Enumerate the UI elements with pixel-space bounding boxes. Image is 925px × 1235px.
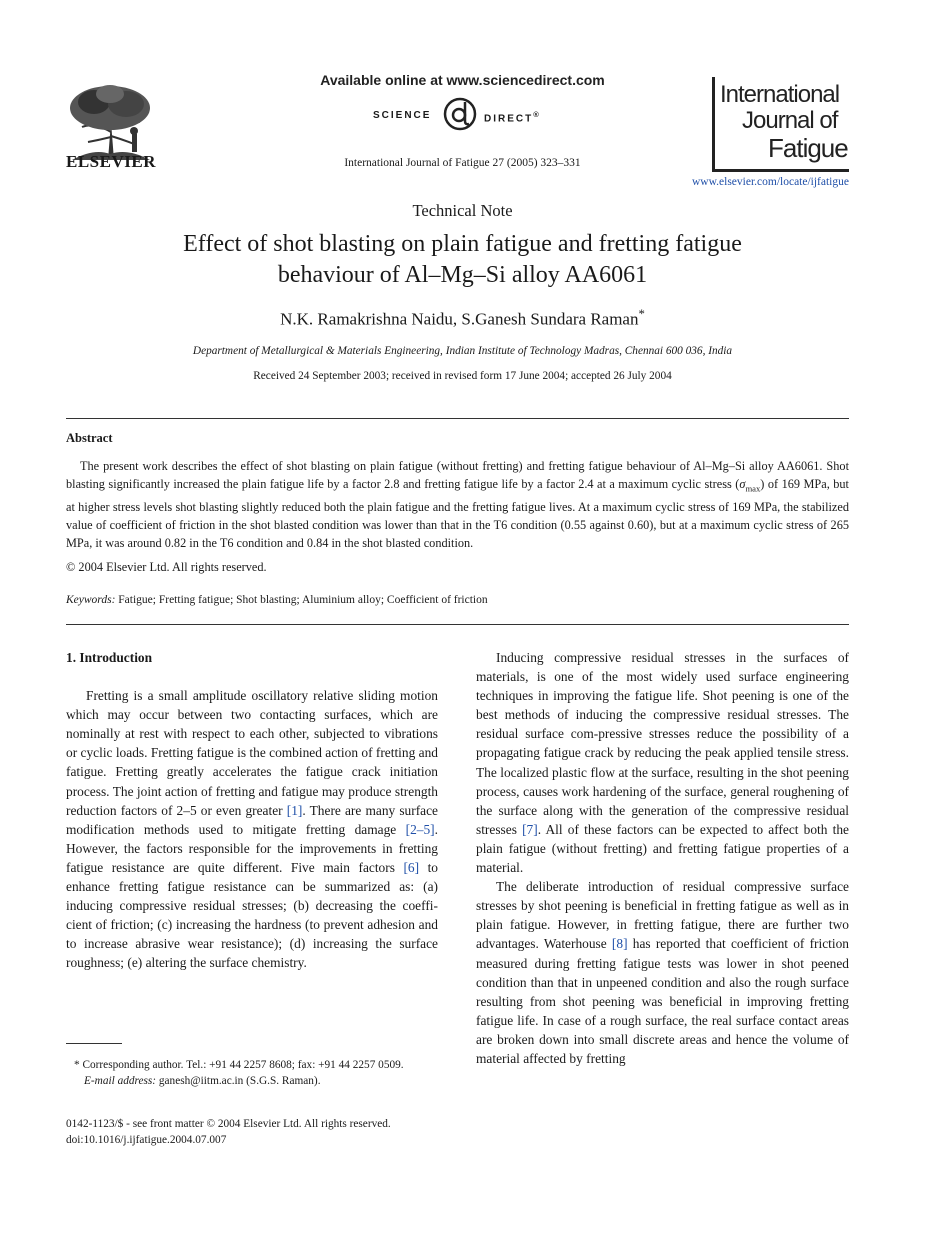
keywords-label: Keywords:: [66, 594, 116, 606]
abstract-paragraph: [66, 457, 849, 552]
intro-p3-text-b: has reported that coefficient of friction measured during fretting fatigue tests was lower in shot peened condition than that in unpeened condition and also the rough surface resulting from shot peening was beneficial in improving fretting fatigue life. In case of a rough surface, the real surface contact areas are broken down into small discrete areas and hence the volume of material affected by fretting: [476, 936, 849, 1066]
left-column: [66, 648, 438, 973]
intro-p2-text-a: Inducing compressive residual stresses in the surfaces of materials, is one of the most widely used surface engineering techniques in improving the fatigue life. Shot peening is one of the best methods of inducing the compressive residual stresses. The residual surface com-pressive stresses reduce the possibility of a propagating fatigue crack by reducing the peak applied tensile stress. The localized plastic flow at the surface, resulting in the shot peening process, causes work hardening of the surface, general roughening of the surface along with the generation of the compressive residual stresses: [476, 650, 849, 837]
received-dates: Received 24 September 2003; received in revised form 17 June 2004; accepted 26 July 2004: [253, 370, 672, 382]
doi-line[interactable]: doi:10.1016/j.ijfatigue.2004.07.007: [66, 1134, 227, 1146]
journal-url-link[interactable]: www.elsevier.com/locate/ijfatigue: [691, 176, 849, 188]
email-label: E-mail address:: [84, 1075, 157, 1087]
abstract-copyright: © 2004 Elsevier Ltd. All rights reserved.: [66, 560, 267, 574]
footnotes: [66, 1057, 438, 1089]
intro-paragraph-3: [476, 877, 849, 1068]
sigma-subscript: max: [745, 483, 761, 494]
science-direct-right: [484, 110, 541, 124]
ref-1-link[interactable]: [1]: [286, 802, 303, 818]
intro-p2-text-b: . All of these factors can be expected to affect both the plain fatigue (without fretting) and fretting fatigue properties of a material.: [476, 821, 849, 876]
intro-p1-text-d: to enhance fretting fatigue resistance can be summarized as: (a) inducing compressive residual stresses; (b) decreasing the coeffi-cient of friction; (c) increasing the hardness (to prevent adhesion and to increase abrasive wear resistance); (d) increasing the surface roughness; (e) altering the surface chemistry.: [66, 859, 438, 971]
ref-8-link[interactable]: [8]: [611, 936, 628, 952]
intro-p1-text-c: . However, the factors responsible for the improvements in fretting fatigue resistance are quite different. Five main factors: [66, 821, 438, 875]
science-direct-left: SCIENCE: [373, 110, 432, 121]
keywords-list: Fatigue; Fretting fatigue; Shot blasting; Aluminium alloy; Coefficient of friction: [115, 594, 488, 606]
journal-logo-line-2: Journal of: [742, 107, 838, 134]
sigma-symbol: σ: [739, 477, 746, 492]
elsevier-wordmark: ELSEVIER: [66, 152, 156, 171]
journal-logo-line-1: International: [720, 81, 840, 108]
corresponding-author-mark[interactable]: *: [638, 307, 645, 321]
ref-7-link[interactable]: [7]: [522, 821, 538, 837]
right-column: [476, 648, 849, 1068]
ref-6-link[interactable]: [6]: [403, 859, 420, 875]
article-title-line-2: behaviour of Al–Mg–Si alloy AA6061: [277, 262, 648, 288]
authors: [0, 307, 925, 330]
email-address[interactable]: ganesh@iitm.ac.in (S.G.S. Raman).: [156, 1075, 321, 1087]
article-title: [100, 229, 825, 291]
ref-2-5-link[interactable]: [2–5]: [405, 821, 435, 837]
science-direct-at-icon: [442, 96, 478, 132]
section-heading-introduction: 1. Introduction: [66, 650, 153, 665]
article-type: Technical Note: [412, 201, 513, 220]
registered-mark: ®: [533, 110, 541, 119]
front-matter-info: [66, 1116, 446, 1148]
intro-p1-text-a: Fretting is a small amplitude oscillatory relative sliding motion which may occur between two contacting surfaces, which are nominally at rest with respect to each other, subjected to vibrations or cyclic loads. Fretting fatigue is the combined action of fretting and fatigue. Fretting greatly accelerates the fatigue crack initiation process. The joint action of fretting and fatigue may produce strength reduction factors of 2–5 or even greater: [66, 688, 438, 818]
abstract-part-2: ) of 169 MPa, but at higher stress levels shot blasting slightly reduced both the plain fatigue and the fretting fatigue lives. At a maximum cyclic stress of 169 MPa, the stabilized value of coefficient of friction in the shot blasted condition was lower than that in the T6 condition (0.55 against 0.60), but at a maximum cyclic stress of 265 MPa, it was around 0.82 in the T6 condition and 0.84 in the shot blasted condition.: [66, 477, 849, 551]
keywords: [66, 594, 849, 606]
journal-logo: [712, 77, 852, 172]
journal-citation: International Journal of Fatigue 27 (2005) 323–331: [344, 157, 581, 169]
email-footnote: [66, 1073, 438, 1089]
available-online-text: Available online at www.sciencedirect.com: [320, 72, 605, 88]
affiliation: Department of Metallurgical & Materials Engineering, Indian Institute of Technology Madras, Chennai 600 036, India: [192, 345, 733, 357]
intro-p3-text-a: The deliberate introduction of residual compressive surface stresses by shot peening is beneficial in fretting fatigue as well as in plain fatigue. However, in fretting fatigue, there are further two advantages. Waterhouse: [476, 879, 849, 952]
article-title-line-1: Effect of shot blasting on plain fatigue and fretting fatigue: [183, 231, 742, 257]
footnote-divider: [66, 1043, 122, 1044]
issn-line: 0142-1123/$ - see front matter © 2004 Elsevier Ltd. All rights reserved.: [66, 1118, 391, 1130]
abstract-body: [66, 457, 849, 552]
top-divider: [66, 418, 849, 419]
abstract-part-1: The present work describes the effect of shot blasting on plain fatigue (without fretting) and fretting fatigue behaviour of Al–Mg–Si alloy AA6061. Shot blasting significantly increased the plain fatigue life by a factor 2.8 and fretting fatigue life by a factor 2.4 at a maximum cyclic stress (: [66, 459, 849, 492]
corresponding-author-footnote: * Corresponding author. Tel.: +91 44 2257 8608; fax: +91 44 2257 0509.: [74, 1059, 404, 1071]
intro-paragraph-1: [66, 686, 438, 972]
intro-p1-text-b: . There are many surface modification methods used to mitigate fretting damage: [66, 802, 438, 837]
science-direct-right-text: DIRECT: [484, 113, 534, 125]
intro-paragraph-2: [476, 648, 849, 877]
abstract-heading: Abstract: [66, 431, 113, 445]
journal-logo-line-3: Fatigue: [768, 133, 848, 163]
abstract-divider: [66, 624, 849, 625]
authors-text: N.K. Ramakrishna Naidu, S.Ganesh Sundara Raman: [280, 309, 639, 329]
